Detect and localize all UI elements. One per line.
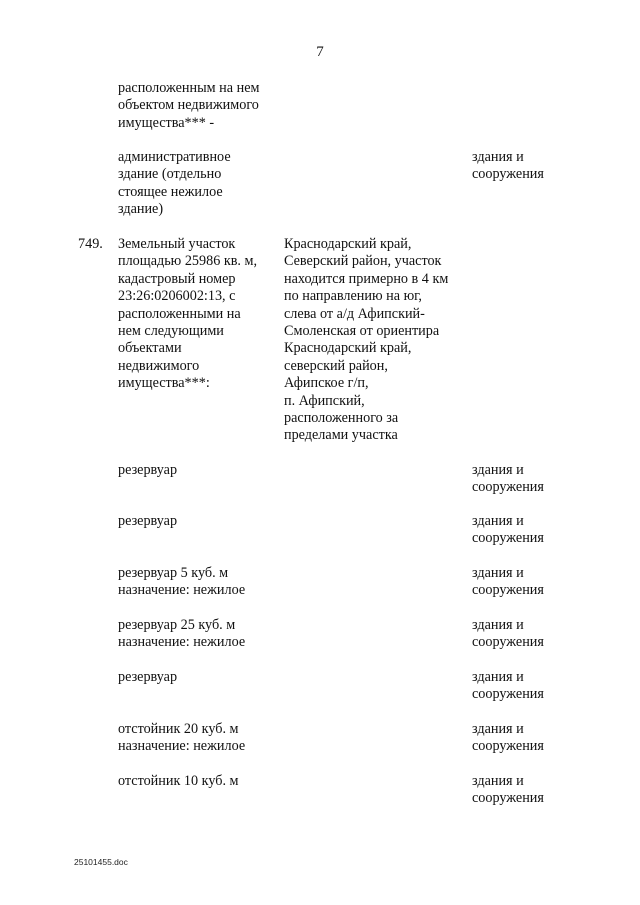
item-location: Краснодарский край, Северский район, участок находится примерно в 4 км по направлению на юг, слева от а/д Афипский- Смоленская от ориентира Краснодарский край, северский район, Афипское г/п, п. Афипский, расположенного за пределами участка (284, 236, 449, 444)
item-category: здания и сооружения (472, 462, 544, 496)
item-name: отстойник 10 куб. м (118, 773, 239, 789)
item-name: административное здание (отдельно стоящее нежилое здание) (118, 149, 231, 218)
item-name: резервуар (118, 462, 178, 478)
item-category: здания и сооружения (472, 721, 544, 755)
item-category: здания и сооружения (472, 149, 544, 183)
item-name: расположенным на нем объектом недвижимого имущества*** - (118, 80, 260, 131)
item-name: резервуар 5 куб. м назначение: нежилое (118, 565, 246, 599)
footer-filename: 25101455.doc (74, 857, 128, 867)
item-name: резервуар (118, 513, 178, 529)
item-category: здания и сооружения (472, 565, 544, 599)
item-name: резервуар 25 куб. м назначение: нежилое (118, 617, 246, 651)
item-category: здания и сооружения (472, 513, 544, 547)
item-category: здания и сооружения (472, 669, 544, 703)
item-number: 749. (78, 236, 103, 252)
page-number: 7 (316, 44, 324, 60)
item-category: здания и сооружения (472, 773, 544, 807)
item-name: отстойник 20 куб. м назначение: нежилое (118, 721, 246, 755)
item-category: здания и сооружения (472, 617, 544, 651)
item-name: Земельный участок площадью 25986 кв. м, кадастровый номер 23:26:0206002:13, с расположенными на нем следующими объектами недвижимого имущества***: (118, 236, 258, 392)
item-name: резервуар (118, 669, 178, 685)
